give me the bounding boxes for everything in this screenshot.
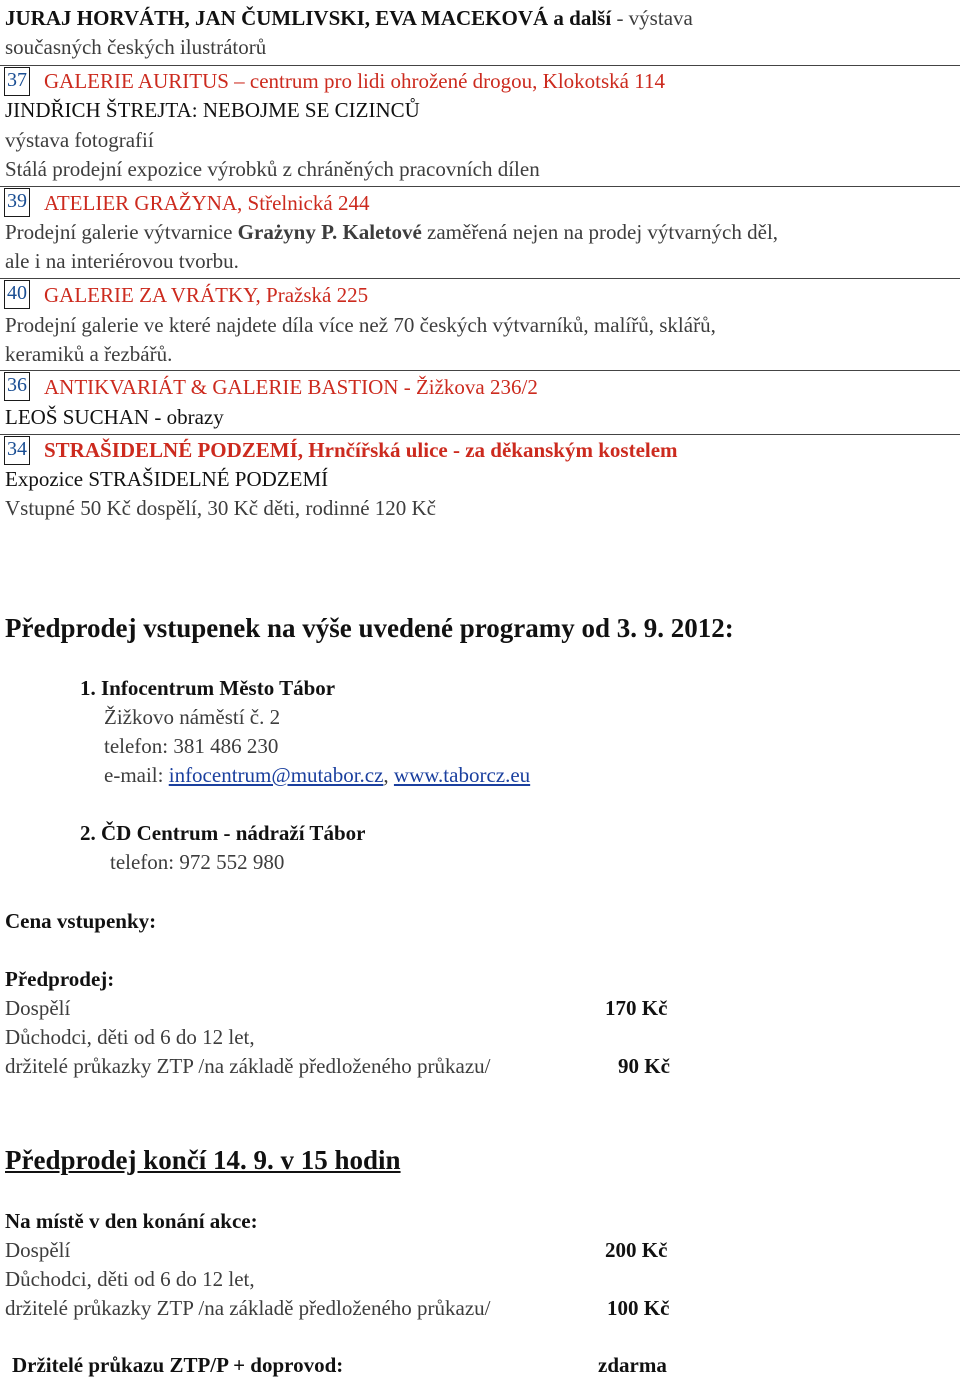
venue-number-badge: 40 xyxy=(4,280,30,309)
venue-heading: ANTIKVARIÁT & GALERIE BASTION - Žižkova 236/2 xyxy=(44,375,538,399)
website-link[interactable]: www.taborcz.eu xyxy=(393,763,531,787)
presale-title: Předprodej vstupenek na výše uvedené programy od 3. 9. 2012: xyxy=(5,613,734,643)
exhibition-description: výstava fotografií xyxy=(5,128,154,152)
exhibition-intro-line1 xyxy=(5,5,693,31)
presale-point-1-title: 1. Infocentrum Město Tábor xyxy=(80,676,336,700)
venue-description: keramiků a řezbářů. xyxy=(5,342,173,366)
price-label-reduced: držitelé průkazky ZTP /na základě předloženého průkazu/ xyxy=(5,1054,491,1078)
artist-name: Grażyny P. Kaletové xyxy=(237,220,422,244)
venue-description: ale i na interiérovou tvorbu. xyxy=(5,249,239,273)
venue-number-badge: 37 xyxy=(4,67,30,96)
presale-point-1-phone: telefon: 381 486 230 xyxy=(104,734,279,758)
divider xyxy=(0,370,960,371)
venue-number-badge: 34 xyxy=(4,436,30,465)
presale-point-1-contacts xyxy=(104,762,530,788)
divider xyxy=(0,434,960,435)
exhibition-type: - výstava xyxy=(611,6,693,30)
presale-end-note: Předprodej končí 14. 9. v 15 hodin xyxy=(5,1145,401,1175)
venue-number-badge: 36 xyxy=(4,372,30,401)
exhibition-intro-line2: současných českých ilustrátorů xyxy=(5,35,267,59)
price-value-adult: 200 Kč xyxy=(605,1238,668,1262)
divider xyxy=(0,65,960,66)
venue-heading: ATELIER GRAŽYNA, Střelnická 244 xyxy=(44,191,370,215)
venue-heading: STRAŠIDELNÉ PODZEMÍ, Hrnčířská ulice - za děkanským kostelem xyxy=(44,438,678,462)
presale-point-2-phone: telefon: 972 552 980 xyxy=(110,850,285,874)
presale-point-1-address: Žižkovo náměstí č. 2 xyxy=(104,705,281,729)
venue-number-badge: 39 xyxy=(4,188,30,217)
price-value-reduced: 100 Kč xyxy=(607,1296,670,1320)
venue-description xyxy=(5,219,778,245)
venue-heading: GALERIE ZA VRÁTKY, Pražská 225 xyxy=(44,283,369,307)
price-label-reduced: držitelé průkazky ZTP /na základě předloženého průkazu/ xyxy=(5,1296,491,1320)
separator: , xyxy=(383,763,394,787)
price-label-reduced: Důchodci, děti od 6 do 12 let, xyxy=(5,1267,255,1291)
exhibition-title: LEOŠ SUCHAN - obrazy xyxy=(5,405,224,429)
ztp-price: zdarma xyxy=(598,1353,667,1377)
price-label-adult: Dospělí xyxy=(5,996,71,1020)
presale-point-2-title: 2. ČD Centrum - nádraží Tábor xyxy=(80,821,366,845)
artists-names: JURAJ HORVÁTH, JAN ČUMLIVSKI, EVA MACEKOVÁ a další xyxy=(5,6,612,30)
ztp-label: Držitelé průkazu ZTP/P + doprovod: xyxy=(12,1353,344,1377)
admission-info: Vstupné 50 Kč dospělí, 30 Kč děti, rodinné 120 Kč xyxy=(5,496,437,520)
exhibition-description: Stálá prodejní expozice výrobků z chráněných pracovních dílen xyxy=(5,157,540,181)
email-link[interactable]: infocentrum@mutabor.cz xyxy=(168,763,384,787)
exhibition-title: Expozice STRAŠIDELNÉ PODZEMÍ xyxy=(5,467,329,491)
divider xyxy=(0,278,960,279)
price-label-reduced: Důchodci, děti od 6 do 12 let, xyxy=(5,1025,255,1049)
desc-part: zaměřená nejen na prodej výtvarných děl, xyxy=(421,220,779,244)
price-value-reduced: 90 Kč xyxy=(618,1054,670,1078)
venue-heading: GALERIE AURITUS – centrum pro lidi ohrožené drogou, Klokotská 114 xyxy=(44,69,665,93)
divider xyxy=(0,186,960,187)
price-value-adult: 170 Kč xyxy=(605,996,668,1020)
presale-price-heading: Předprodej: xyxy=(5,967,115,991)
desc-part: Prodejní galerie výtvarnice xyxy=(5,220,238,244)
onsite-price-heading: Na místě v den konání akce: xyxy=(5,1209,258,1233)
price-label-adult: Dospělí xyxy=(5,1238,71,1262)
venue-description: Prodejní galerie ve které najdete díla více než 70 českých výtvarníků, malířů, sklářů, xyxy=(5,313,716,337)
email-label: e-mail: xyxy=(104,763,169,787)
exhibition-title: JINDŘICH ŠTREJTA: NEBOJME SE CIZINCŮ xyxy=(5,98,420,122)
price-heading: Cena vstupenky: xyxy=(5,909,157,933)
